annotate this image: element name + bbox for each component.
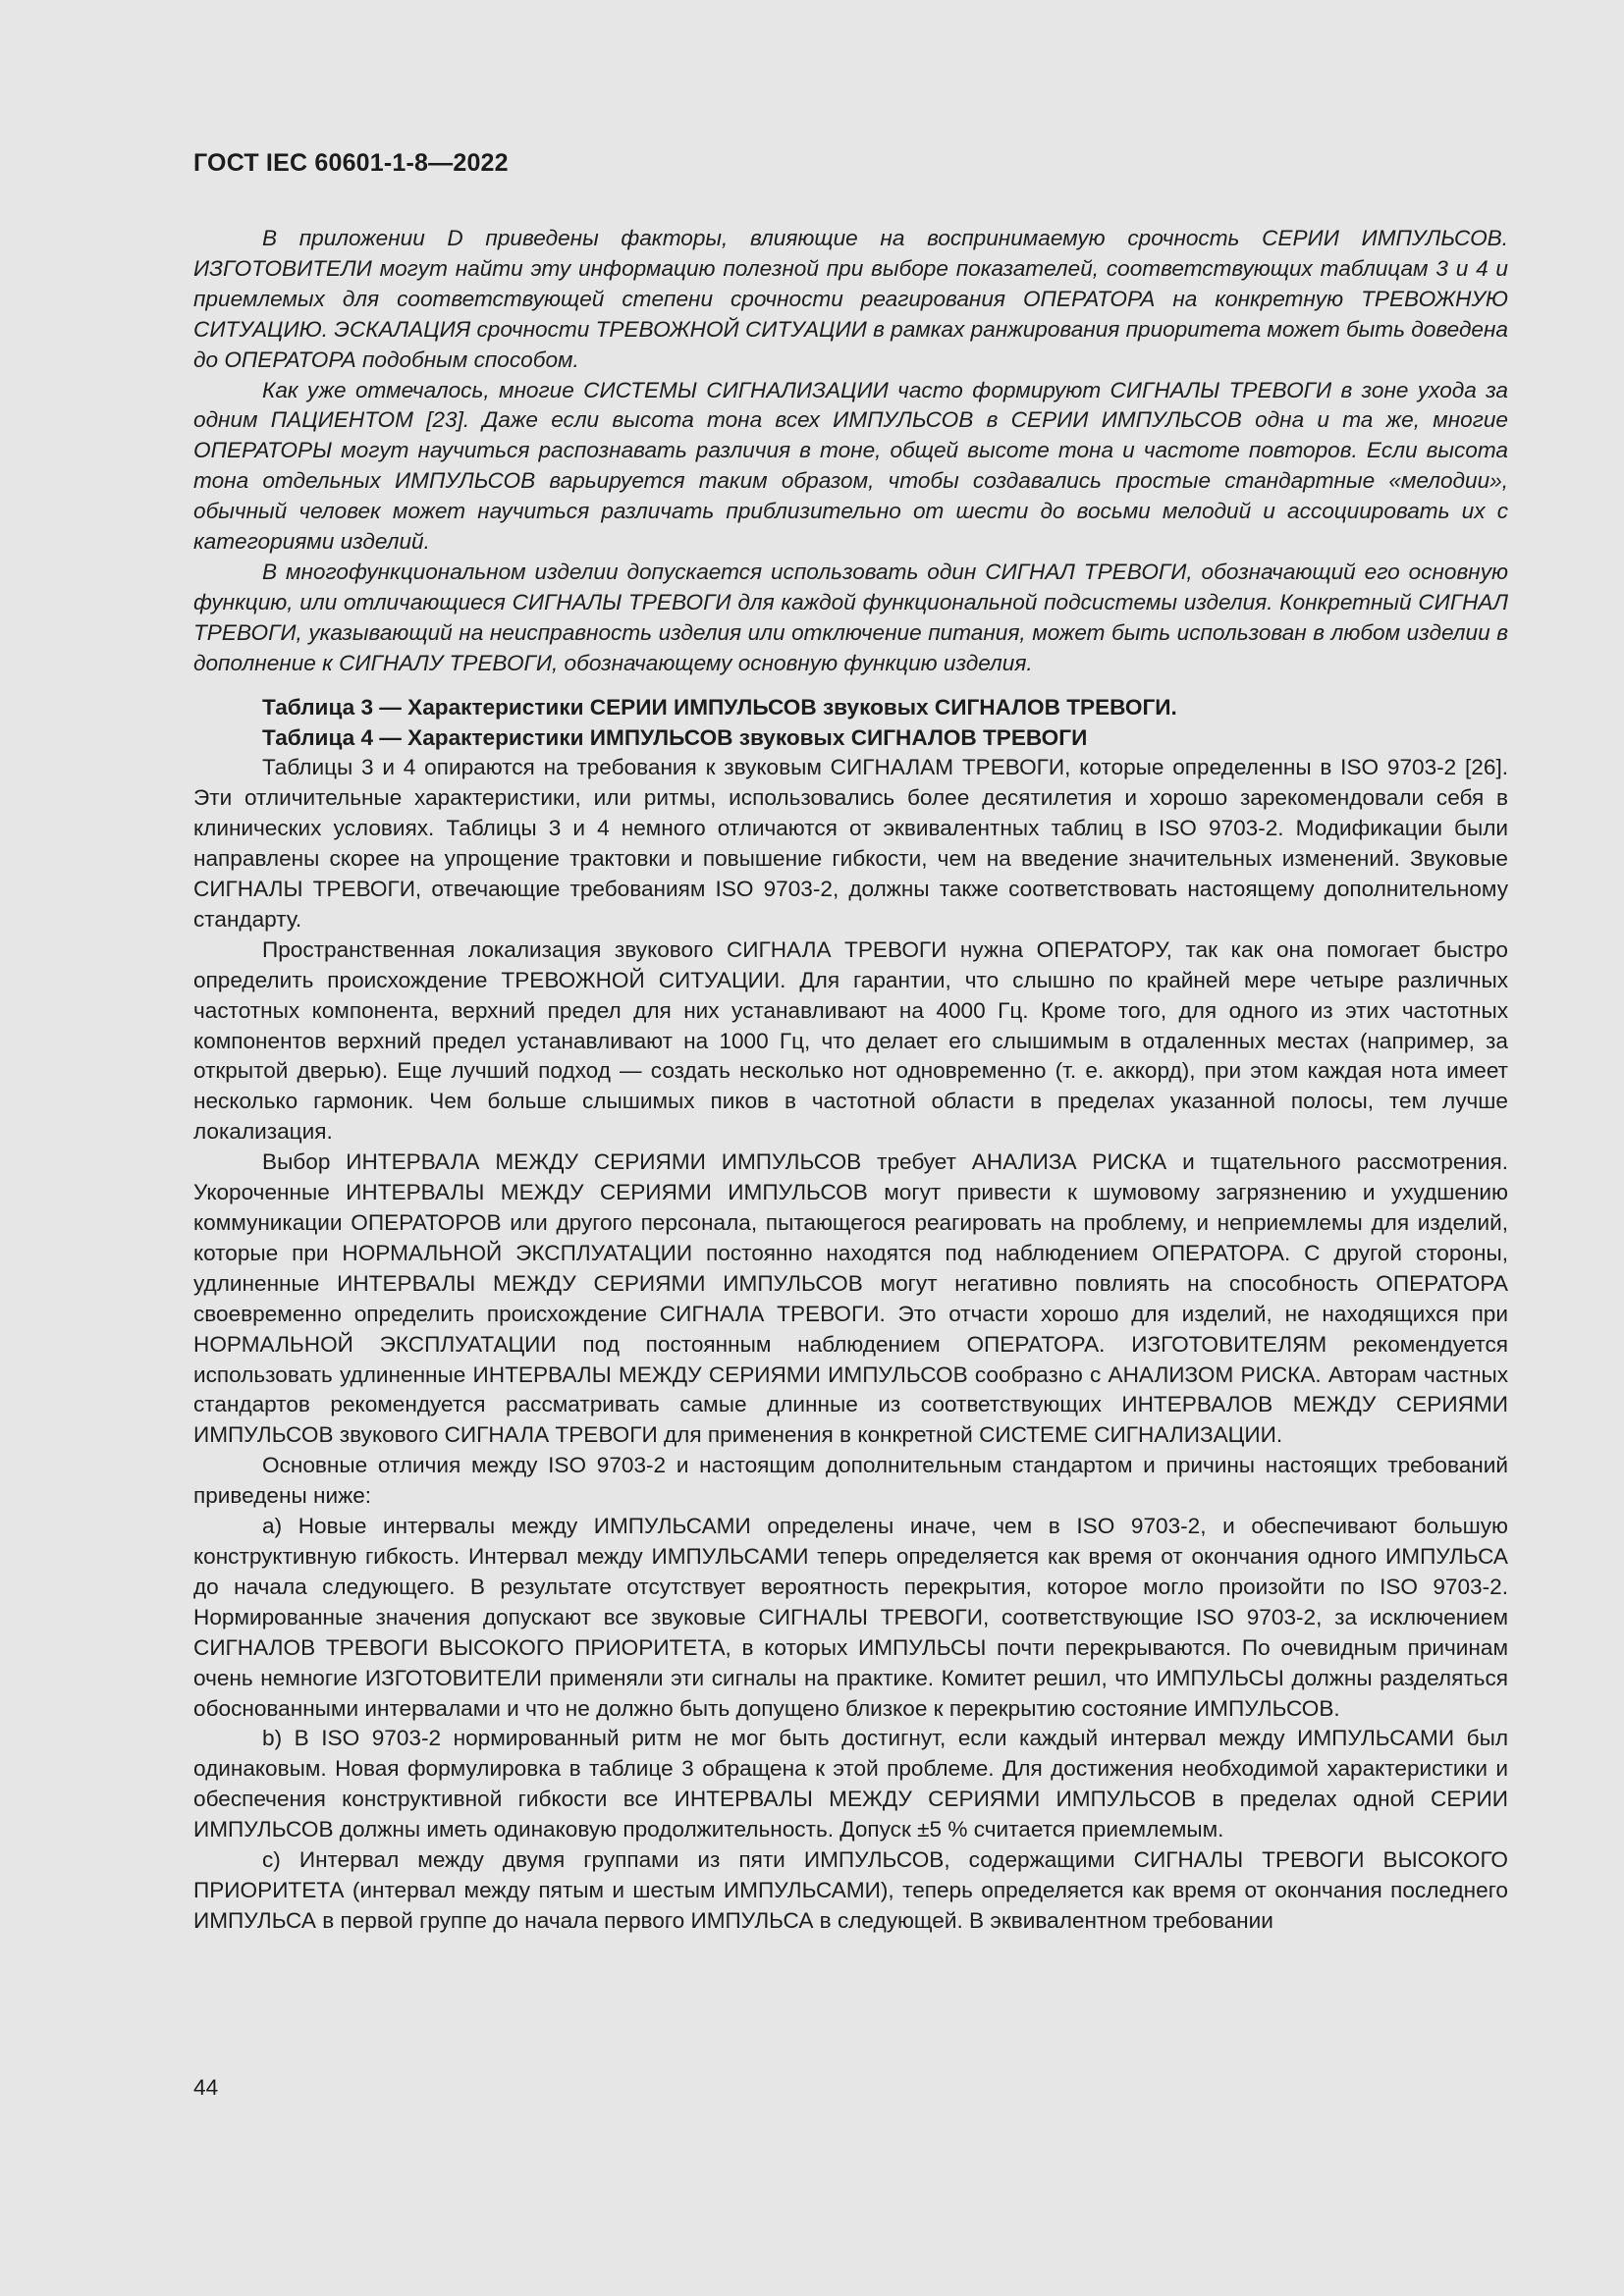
section-gap xyxy=(193,679,1508,693)
list-item-c: c) Интервал между двумя группами из пяти ИМПУЛЬСОВ, содержащими СИГНАЛЫ ТРЕВОГИ ВЫСОКОГО ПРИОРИТЕТА (интервал между пятым и шестым ИМПУЛЬСАМИ), теперь определяется как время от окончания последнего ИМПУЛЬСА в первой группе до начала первого ИМПУЛЬСА в следующей. В эквивалентном требовании xyxy=(193,1847,1508,1933)
italic-paragraph: В приложении D приведены факторы, влияющие на воспринимаемую срочность СЕРИИ ИМПУЛЬСОВ. ИЗГОТОВИТЕЛИ могут найти эту информацию полезной при выборе показателей, соответствующих таблицам 3 и 4 и приемлемых для соответствующей степени срочности реагирования ОПЕРАТОРА на конкретную ТРЕВОЖНУЮ СИТУАЦИЮ. ЭСКАЛАЦИЯ срочности ТРЕВОЖНОЙ СИТУАЦИИ в рамках ранжирования приоритета может быть доведена до ОПЕРАТОРА подобным способом. xyxy=(193,226,1508,372)
body-paragraph: Пространственная локализация звукового СИГНАЛА ТРЕВОГИ нужна ОПЕРАТОРУ, так как она помогает быстро определить происхождение ТРЕВОЖНОЙ СИТУАЦИИ. Для гарантии, что слышно по крайней мере четыре различных частотных компонента, верхний предел для них устанавливают на 4000 Гц. Кроме того, для одного из этих частотных компонентов верхний предел устанавливают на 1000 Гц, что делает его слышимым в отдаленных местах (например, за открытой дверью). Еще лучший подход — создать несколько нот одновременно (т. е. аккорд), при этом каждая нота имеет несколько гармоник. Чем больше слышимых пиков в частотной области в пределах указанной полосы, тем лучше локализация. xyxy=(193,936,1508,1145)
body-paragraph: Таблицы 3 и 4 опираются на требования к звуковым СИГНАЛАМ ТРЕВОГИ, которые определенны в ISO 9703-2 [26]. Эти отличительные характеристики, или ритмы, использовались более десятилетия и хорошо зарекомендовали себя в клинических условиях. Таблицы 3 и 4 немного отличаются от эквивалентных таблиц в ISO 9703-2. Модификации были направлены скорее на упрощение трактовки и повышение гибкости, чем на введение значительных изменений. Звуковые СИГНАЛЫ ТРЕВОГИ, отвечающие требованиям ISO 9703-2, должны также соответствовать настоящему дополнительному стандарту. xyxy=(193,755,1508,932)
page-number: 44 xyxy=(193,2075,219,2100)
italic-paragraph: Как уже отмечалось, многие СИСТЕМЫ СИГНАЛИЗАЦИИ часто формируют СИГНАЛЫ ТРЕВОГИ в зоне ухода за одним ПАЦИЕНТОМ [23]. Даже если высота тона всех ИМПУЛЬСОВ в СЕРИИ ИМПУЛЬСОВ одна и та же, многие ОПЕРАТОРЫ могут научиться распознавать различия в тоне, общей высоте тона и частоте повторов. Если высота тона отдельных ИМПУЛЬСОВ варьируется таким образом, чтобы создавались простые стандартные «мелодии», обычный человек может научиться различать приблизительно от шести до восьми мелодий и ассоциировать их с категориями изделий. xyxy=(193,377,1508,555)
italic-paragraph: В многофункциональном изделии допускается использовать один СИГНАЛ ТРЕВОГИ, обозначающий его основную функцию, или отличающиеся СИГНАЛЫ ТРЕВОГИ для каждой функциональной подсистемы изделия. Конкретный СИГНАЛ ТРЕВОГИ, указывающий на неисправность изделия или отключение питания, может быть использован в любом изделии в дополнение к СИГНАЛУ ТРЕВОГИ, обозначающему основную функцию изделия. xyxy=(193,559,1508,675)
list-item-b: b) В ISO 9703-2 нормированный ритм не мог быть достигнут, если каждый интервал между ИМПУЛЬСАМИ был одинаковым. Новая формулировка в таблице 3 обращена к этой проблеме. Для достижения необходимой характеристики и обеспечения конструктивной гибкости все ИНТЕРВАЛЫ МЕЖДУ СЕРИЯМИ ИМПУЛЬСОВ в пределах одной СЕРИИ ИМПУЛЬСОВ должны иметь одинаковую продолжительность. Допуск ±5 % считается приемлемым. xyxy=(193,1726,1508,1842)
table-caption-4: Таблица 4 — Характеристики ИМПУЛЬСОВ звуковых СИГНАЛОВ ТРЕВОГИ xyxy=(262,724,1088,750)
document-header: ГОСТ IEC 60601-1-8—2022 xyxy=(193,149,509,177)
body-paragraph: Основные отличия между ISO 9703-2 и настоящим дополнительным стандартом и причины настоящих требований приведены ниже: xyxy=(193,1453,1508,1509)
document-body xyxy=(193,224,1508,1937)
list-item-a: a) Новые интервалы между ИМПУЛЬСАМИ определены иначе, чем в ISO 9703-2, и обеспечивают большую конструктивную гибкость. Интервал между ИМПУЛЬСАМИ теперь определяется как время от окончания одного ИМПУЛЬСА до начала следующего. В результате отсутствует вероятность перекрытия, которое могло произойти по ISO 9703-2. Нормированные значения допускают все звуковые СИГНАЛЫ ТРЕВОГИ, соответствующие ISO 9703-2, за исключением СИГНАЛОВ ТРЕВОГИ ВЫСОКОГО ПРИОРИТЕТА, в которых ИМПУЛЬСЫ почти перекрываются. По очевидным причинам очень немногие ИЗГОТОВИТЕЛИ применяли эти сигналы на практике. Комитет решил, что ИМПУЛЬСЫ должны разделяться обоснованными интервалами и что не должно быть допущено близкое к перекрытию состояние ИМПУЛЬСОВ. xyxy=(193,1514,1508,1721)
body-paragraph: Выбор ИНТЕРВАЛА МЕЖДУ СЕРИЯМИ ИМПУЛЬСОВ требует АНАЛИЗА РИСКА и тщательного рассмотрения. Укороченные ИНТЕРВАЛЫ МЕЖДУ СЕРИЯМИ ИМПУЛЬСОВ могут привести к шумовому загрязнению и ухудшению коммуникации ОПЕРАТОРОВ или другого персонала, пытающегося реагировать на проблему, и неприемлемы для изделий, которые при НОРМАЛЬНОЙ ЭКСПЛУАТАЦИИ постоянно находятся под наблюдением ОПЕРАТОРА. С другой стороны, удлиненные ИНТЕРВАЛЫ МЕЖДУ СЕРИЯМИ ИМПУЛЬСОВ могут негативно повлиять на способность ОПЕРАТОРА своевременно определить происхождение СИГНАЛА ТРЕВОГИ. Это отчасти хорошо для изделий, не находящихся при НОРМАЛЬНОЙ ЭКСПЛУАТАЦИИ под постоянным наблюдением ОПЕРАТОРА. ИЗГОТОВИТЕЛЯМ рекомендуется использовать удлиненные ИНТЕРВАЛЫ МЕЖДУ СЕРИЯМИ ИМПУЛЬСОВ сообразно с АНАЛИЗОМ РИСКА. Авторам частных стандартов рекомендуется рассматривать самые длинные из соответствующих ИНТЕРВАЛОВ МЕЖДУ СЕРИЯМИ ИМПУЛЬСОВ звукового СИГНАЛА ТРЕВОГИ для применения в конкретной СИСТЕМЕ СИГНАЛИЗАЦИИ. xyxy=(193,1149,1508,1448)
table-caption-3: Таблица 3 — Характеристики СЕРИИ ИМПУЛЬСОВ звуковых СИГНАЛОВ ТРЕВОГИ. xyxy=(262,694,1177,720)
